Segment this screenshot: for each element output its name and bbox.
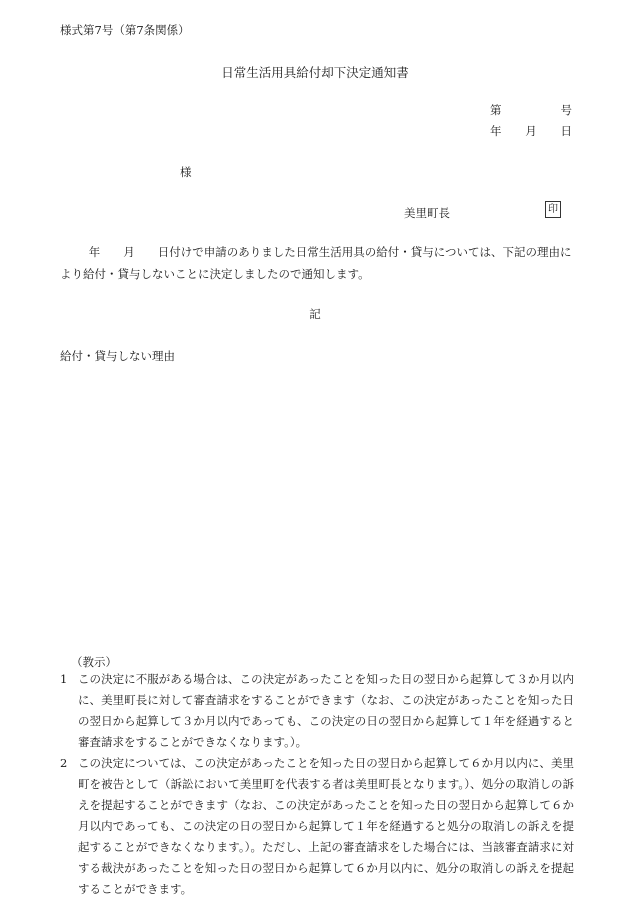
form-number: 様式第7号（第7条関係）: [60, 23, 190, 37]
date-year: 年: [490, 124, 502, 138]
ki-heading: 記: [309, 307, 321, 321]
document-title: 日常生活用具給付却下決定通知書: [221, 65, 409, 80]
notice-number: 1: [60, 672, 68, 686]
issuer-name: 美里町長: [404, 206, 450, 220]
document-date-line: [490, 123, 572, 139]
date-month: 月: [525, 124, 537, 138]
notice-list: [60, 669, 574, 900]
number-prefix: 第: [490, 103, 502, 117]
seal-mark: 印: [545, 201, 561, 218]
notice-heading: （教示）: [71, 655, 117, 669]
notice-text: この決定については、この決定があったことを知った日の翌日から起算して６か月以内に、美里町を被告として（訴訟において美里町を代表する者は美里町長となります。）、処分の取消しの訴えを提起することができます（なお、この決定があったことを知った日の翌日から起算して６か月以内であっても、この決定の日の翌日から起算して１年を経過すると処分の取消しの訴えを提起することができなくなります。）。ただし、上記の審査請求をした場合には、当該審査請求に対する裁決があったことを知った日の翌日から起算して６か月以内に、処分の取消しの訴えを提起することができます。: [78, 756, 574, 896]
date-day: 日: [560, 124, 572, 138]
notice-number: 2: [60, 756, 68, 770]
reason-label: 給付・貸与しない理由: [60, 349, 175, 363]
document-number-line: [490, 102, 572, 118]
notice-text: この決定に不服がある場合は、この決定があったことを知った日の翌日から起算して３か月以内に、美里町長に対して審査請求をすることができます（なお、この決定があったことを知った日の翌日から起算して３か月以内であっても、この決定の日の翌日から起算して１年を経過すると審査請求をすることができなくなります。）。: [78, 672, 574, 749]
notice-item: [60, 669, 574, 753]
number-suffix: 号: [560, 103, 572, 117]
notice-item: [60, 753, 574, 900]
addressee-suffix: 様: [180, 165, 192, 179]
body-text: 年 月 日付けで申請のありました日常生活用具の給付・貸与については、下記の理由により給付・貸与しないことに決定しましたので通知します。: [60, 245, 572, 281]
